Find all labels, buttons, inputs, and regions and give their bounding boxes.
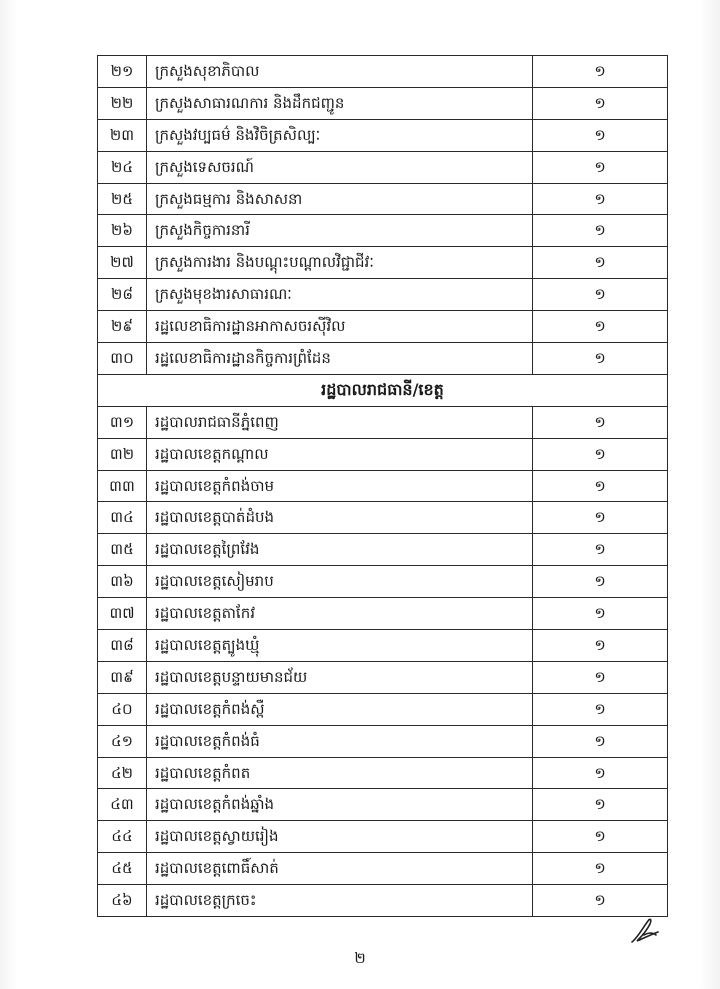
row-count: ១ xyxy=(533,885,668,917)
row-count: ១ xyxy=(533,470,668,502)
row-count: ១ xyxy=(533,853,668,885)
section-title: រដ្ឋបាលរាជធានី/ខេត្ត xyxy=(321,380,444,400)
section-header-cell xyxy=(98,374,668,406)
table-row xyxy=(98,693,668,725)
row-name: រដ្ឋបាលខេត្តស្វាយរៀង xyxy=(147,821,533,853)
row-name: ក្រសួងសុខាភិបាល xyxy=(147,56,533,88)
table-row xyxy=(98,119,668,151)
row-count: ១ xyxy=(533,56,668,88)
row-name: ក្រសួងកិច្ចការនារី xyxy=(147,215,533,247)
table-row xyxy=(98,56,668,88)
table-row xyxy=(98,247,668,279)
row-number: ៤៦ xyxy=(98,885,147,917)
table-row xyxy=(98,183,668,215)
table-row xyxy=(98,630,668,662)
row-number: ២៣ xyxy=(98,119,147,151)
row-count: ១ xyxy=(533,247,668,279)
row-count: ១ xyxy=(533,789,668,821)
row-number: ៣៨ xyxy=(98,630,147,662)
table-row xyxy=(98,566,668,598)
table-row xyxy=(98,438,668,470)
row-number: ៤៤ xyxy=(98,821,147,853)
row-name: រដ្ឋបាលខេត្តកំពង់ស្ពឺ xyxy=(147,693,533,725)
row-number: ៣៥ xyxy=(98,534,147,566)
row-number: ៣១ xyxy=(98,406,147,438)
row-number: ៣៣ xyxy=(98,470,147,502)
table-row xyxy=(98,821,668,853)
table-row xyxy=(98,502,668,534)
row-name: រដ្ឋបាលខេត្តក្រចេះ xyxy=(147,885,533,917)
row-count: ១ xyxy=(533,343,668,375)
row-name: រដ្ឋបាលខេត្តតាកែវ xyxy=(147,598,533,630)
row-number: ៣២ xyxy=(98,438,147,470)
row-name: រដ្ឋបាលខេត្តកណ្តាល xyxy=(147,438,533,470)
row-count: ១ xyxy=(533,757,668,789)
table-row xyxy=(98,406,668,438)
row-name: ក្រសួងវប្បធម៌ និងវិចិត្រសិល្បៈ xyxy=(147,119,533,151)
table-row xyxy=(98,725,668,757)
table-row xyxy=(98,661,668,693)
row-number: ៣៤ xyxy=(98,502,147,534)
row-count: ១ xyxy=(533,661,668,693)
row-name: ក្រសួងទេសចរណ៍ xyxy=(147,151,533,183)
table-row xyxy=(98,343,668,375)
row-number: ២៨ xyxy=(98,279,147,311)
table-row xyxy=(98,885,668,917)
row-name: រដ្ឋបាលខេត្តព្រៃវែង xyxy=(147,534,533,566)
row-name: រដ្ឋបាលខេត្តបាត់ដំបង xyxy=(147,502,533,534)
row-number: ២៦ xyxy=(98,215,147,247)
row-count: ១ xyxy=(533,183,668,215)
row-count: ១ xyxy=(533,725,668,757)
row-count: ១ xyxy=(533,502,668,534)
row-name: ក្រសួងមុខងារសាធារណៈ xyxy=(147,279,533,311)
signature-mark xyxy=(628,915,662,945)
row-name: រដ្ឋបាលខេត្តកំពត xyxy=(147,757,533,789)
row-number: ២១ xyxy=(98,56,147,88)
row-number: ៤១ xyxy=(98,725,147,757)
row-count: ១ xyxy=(533,119,668,151)
table-row xyxy=(98,789,668,821)
row-number: ៤៣ xyxy=(98,789,147,821)
row-count: ១ xyxy=(533,693,668,725)
row-number: ២៧ xyxy=(98,247,147,279)
row-number: ៤០ xyxy=(98,693,147,725)
row-number: ៤២ xyxy=(98,757,147,789)
row-number: ២៤ xyxy=(98,151,147,183)
row-name: រដ្ឋបាលខេត្តកំពង់ឆ្នាំង xyxy=(147,789,533,821)
row-count: ១ xyxy=(533,406,668,438)
row-number: ២៩ xyxy=(98,311,147,343)
row-count: ១ xyxy=(533,630,668,662)
table-row xyxy=(98,598,668,630)
table-row xyxy=(98,853,668,885)
row-number: ៣០ xyxy=(98,343,147,375)
row-number: ៣៩ xyxy=(98,661,147,693)
section-header-row xyxy=(98,374,668,406)
allocation-table xyxy=(97,55,668,917)
row-name: រដ្ឋបាលខេត្តបន្ទាយមានជ័យ xyxy=(147,661,533,693)
row-number: ៣៧ xyxy=(98,598,147,630)
row-count: ១ xyxy=(533,598,668,630)
row-count: ១ xyxy=(533,438,668,470)
row-number: ៤៥ xyxy=(98,853,147,885)
row-number: ៣៦ xyxy=(98,566,147,598)
table-row xyxy=(98,470,668,502)
row-count: ១ xyxy=(533,566,668,598)
row-count: ១ xyxy=(533,279,668,311)
table-row xyxy=(98,151,668,183)
row-count: ១ xyxy=(533,215,668,247)
row-name: រដ្ឋលេខាធិការដ្ឋានកិច្ចការព្រំដែន xyxy=(147,343,533,375)
table-row xyxy=(98,311,668,343)
table-row xyxy=(98,757,668,789)
row-name: ក្រសួងការងារ និងបណ្តុះបណ្តាលវិជ្ជាជីវៈ xyxy=(147,247,533,279)
table-row xyxy=(98,87,668,119)
allocation-table-body xyxy=(98,56,668,917)
row-name: ក្រសួងធម្មការ និងសាសនា xyxy=(147,183,533,215)
table-row xyxy=(98,279,668,311)
row-number: ២៥ xyxy=(98,183,147,215)
row-count: ១ xyxy=(533,821,668,853)
row-name: រដ្ឋបាលខេត្តសៀមរាប xyxy=(147,566,533,598)
row-name: រដ្ឋបាលខេត្តពោធិ៍សាត់ xyxy=(147,853,533,885)
row-count: ១ xyxy=(533,151,668,183)
row-name: រដ្ឋបាលខេត្តកំពង់ធំ xyxy=(147,725,533,757)
row-name: រដ្ឋលេខាធិការដ្ឋានអាកាសចរស៊ីវិល xyxy=(147,311,533,343)
row-count: ១ xyxy=(533,87,668,119)
row-name: រដ្ឋបាលរាជធានីភ្នំពេញ xyxy=(147,406,533,438)
row-name: ក្រសួងសាធារណការ និងដឹកជញ្ជូន xyxy=(147,87,533,119)
page-number: ២ xyxy=(354,949,366,967)
row-number: ២២ xyxy=(98,87,147,119)
row-name: រដ្ឋបាលខេត្តត្បូងឃ្មុំ xyxy=(147,630,533,662)
row-count: ១ xyxy=(533,311,668,343)
table-row xyxy=(98,534,668,566)
table-row xyxy=(98,215,668,247)
row-count: ១ xyxy=(533,534,668,566)
row-name: រដ្ឋបាលខេត្តកំពង់ចាម xyxy=(147,470,533,502)
